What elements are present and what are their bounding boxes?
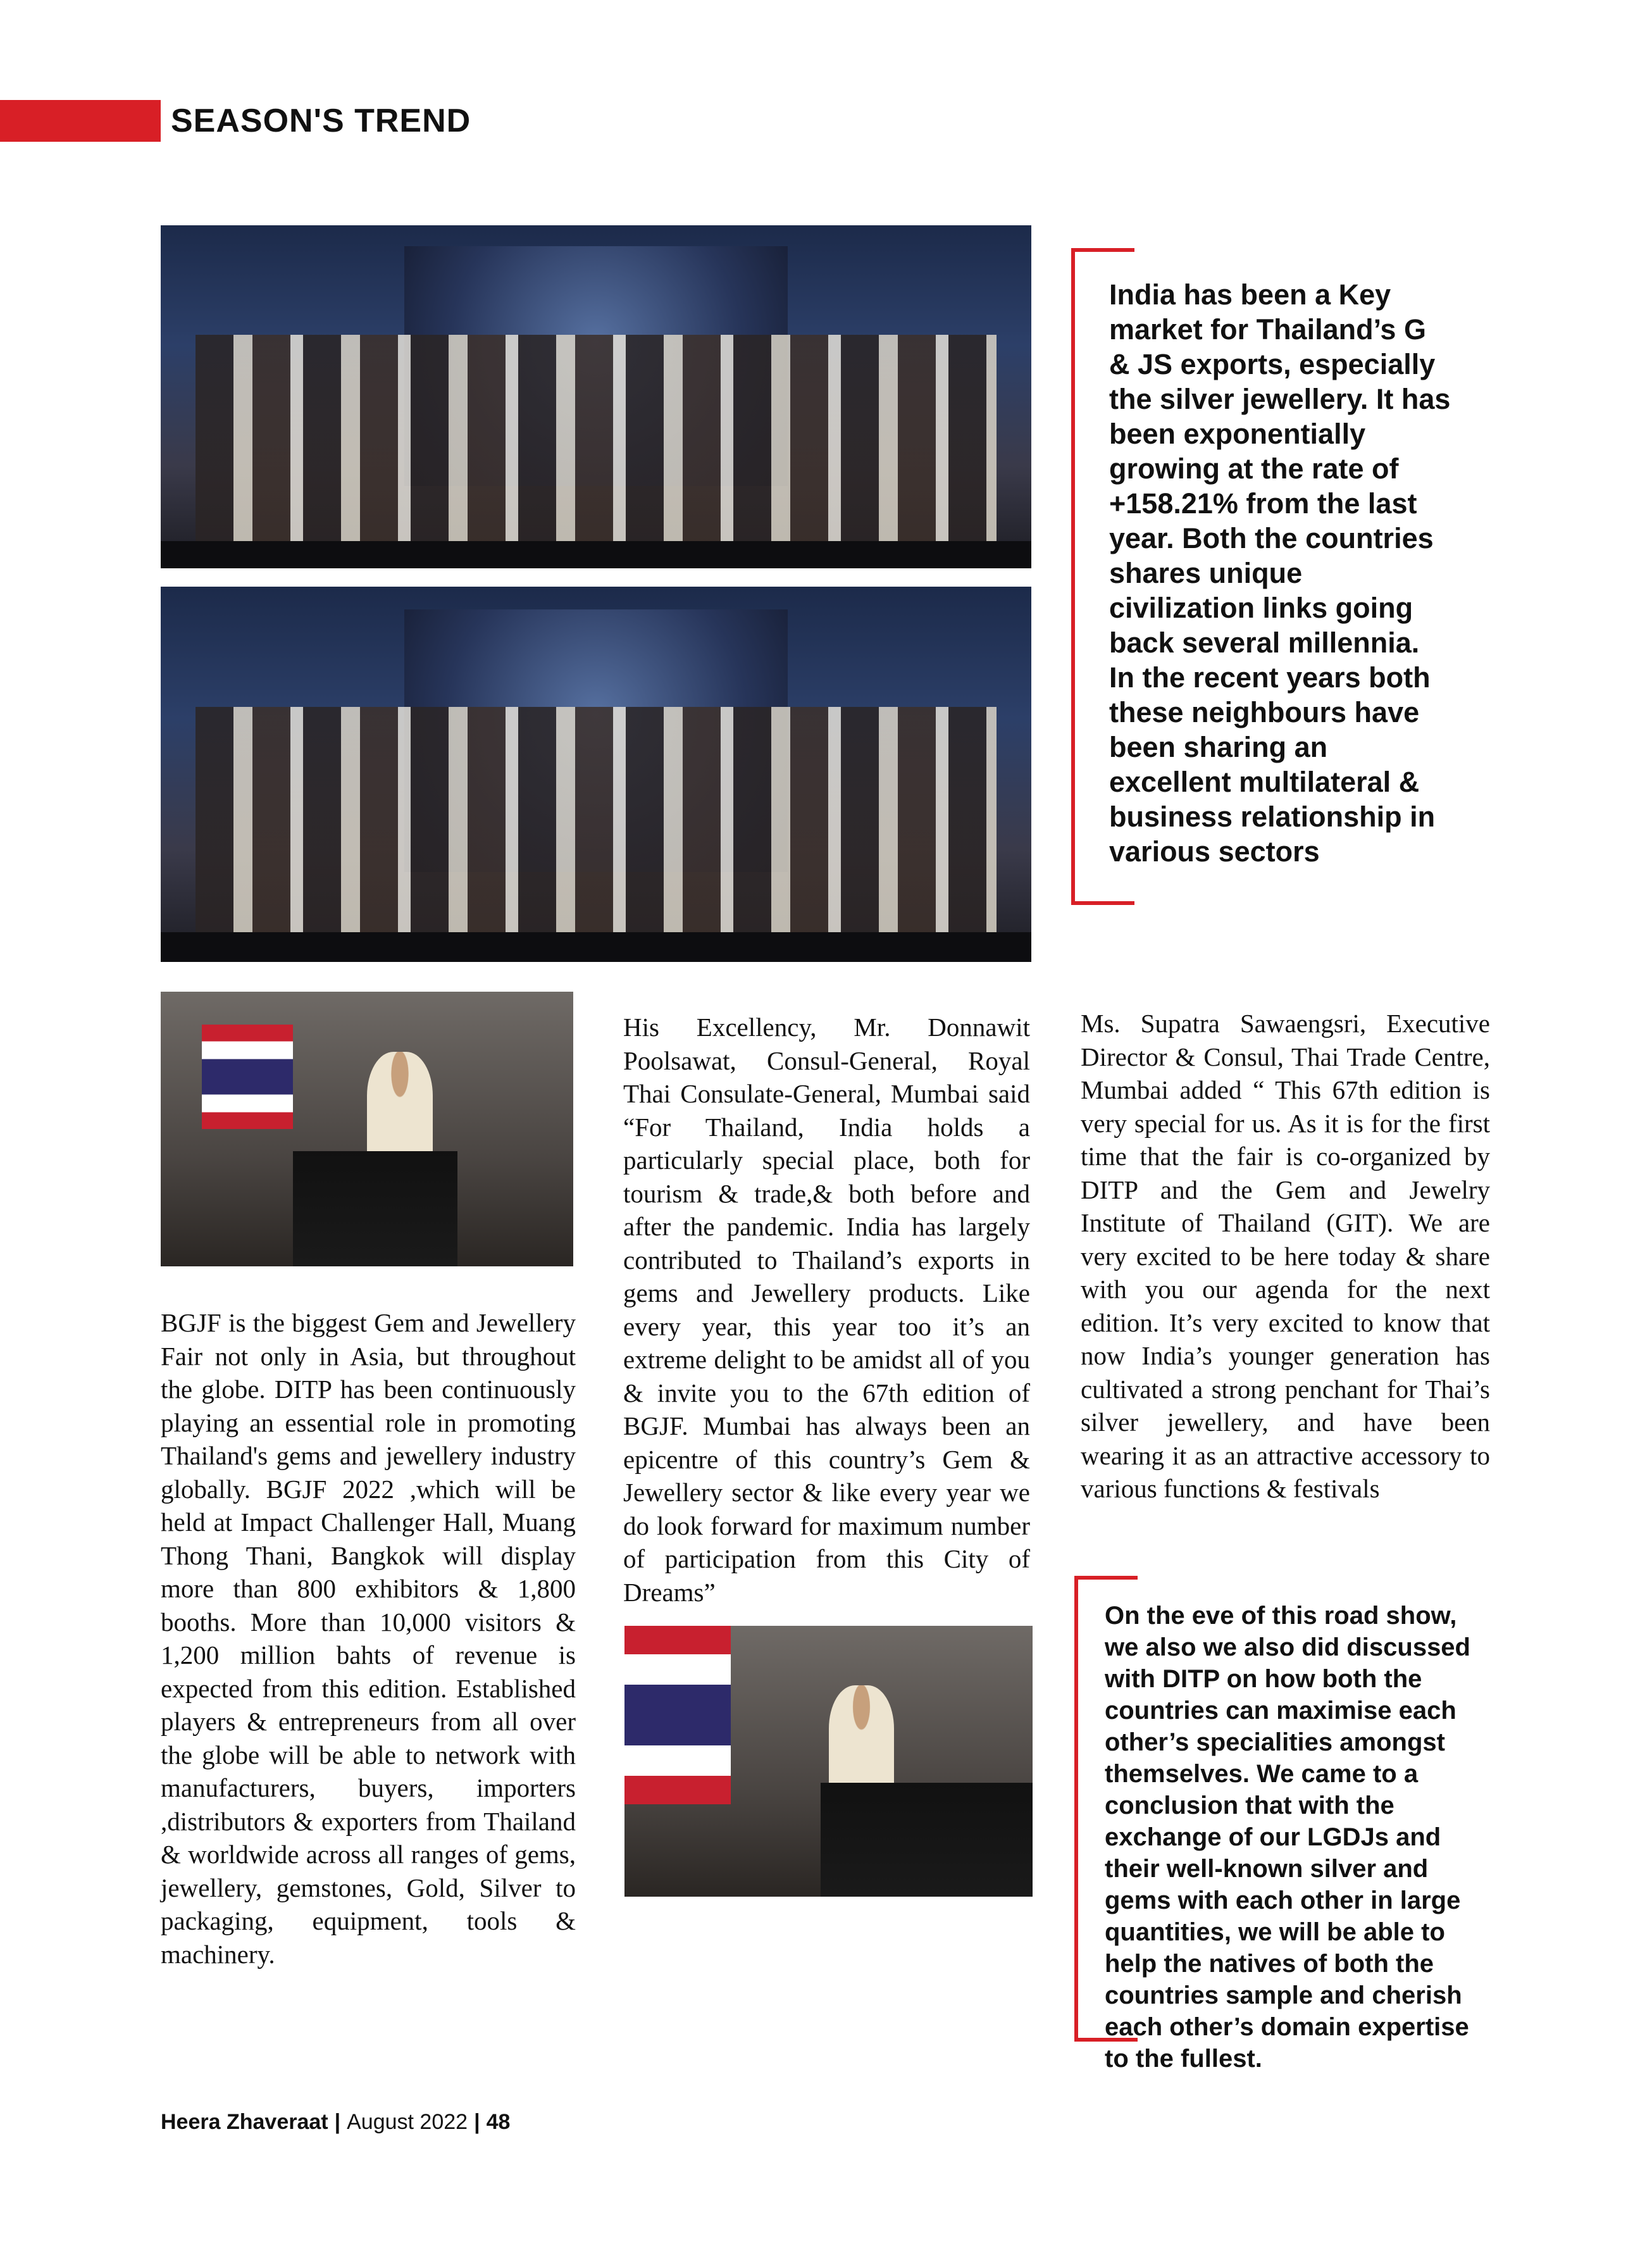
lectern: [821, 1783, 1033, 1897]
footer-separator: |: [474, 2110, 480, 2134]
pull-quote-bottom-cap: [1071, 901, 1134, 905]
people-group: [196, 707, 997, 940]
footer-separator: |: [334, 2110, 341, 2134]
speaker-photo-2: [624, 1626, 1033, 1897]
stage-floor: [161, 541, 1031, 568]
page-number: 48: [486, 2110, 511, 2134]
pull-quote-1: [1071, 248, 1455, 905]
body-column-1-text: BGJF is the biggest Gem and Jewellery Fair not only in Asia, but throughout the globe. DITP has been continuously playing an essential role in promoting Thailand's gems and jewellery industry globally. BGJF 2022 ,which will be held at Impact Challenger Hall, Muang Thong Thani, Bangkok will display more than 800 exhibitors & 1,800 booths. More than 10,000 visitors & 1,200 million bahts of revenue is expected from this edition. Established players & entrepreneurs from all over the globe will be able to network with manufacturers, buyers, importers ,distributors & exporters from Thailand & worldwide across all ranges of gems, jewellery, gemstones, Gold, Silver to packaging, equipment, tools & machinery.: [161, 1308, 576, 1969]
stage-floor: [161, 932, 1031, 962]
publication-name: Heera Zhaveraat: [161, 2110, 328, 2134]
issue-date: August 2022: [347, 2110, 468, 2134]
pull-quote-2: [1074, 1576, 1496, 2073]
section-marker-bar: [0, 100, 161, 142]
page-footer: [161, 2110, 510, 2135]
body-column-2-text: His Excellency, Mr. Donnawit Poolsawat, Consul-General, Royal Thai Consulate-General, Mumbai said “For Thailand, India holds a particularly special place, both for tourism & trade,& both before and after the pandemic. India has largely contributed to Thailand’s exports in gems and Jewellery products. Like every year, this year too it’s an extreme delight to be amidst all of you & invite you to the 67th edition of BGJF. Mumbai has always been an epicentre of this country’s Gem & Jewellery sector & like every year we do look forward for maximum number of participation from this City of Dreams”: [623, 1013, 1030, 1607]
body-column-3: [1081, 1007, 1490, 1506]
section-title: SEASON'S TREND: [171, 103, 471, 139]
speaker-figure: [829, 1685, 894, 1794]
body-column-3-text: Ms. Supatra Sawaengsri, Executive Director & Consul, Thai Trade Centre, Mumbai added “ This 67th edition is very special for us. As it is for the first time that the fair is co-organized by DITP and the Gem and Jewelry Institute of Thailand (GIT). We are very excited to be here today & share with you our agenda for the next edition. It’s very excited to know that now India’s younger generation has cultivated a strong penchant for Thai’s silver jewellery, and have been wearing it as an attractive accessory to various functions & festivals: [1081, 1009, 1490, 1503]
body-column-1: [161, 1306, 576, 1971]
lectern: [293, 1151, 458, 1266]
pull-quote-1-text: India has been a Key market for Thailand’s G & JS exports, especially the silver jewellery. It has been exponentially growing at the rate of +158.21% from the last year. Both the countries shares unique civilization links going back several millennia. In the recent years both these neighbours have been sharing an excellent multilateral & business relationship in various sectors: [1109, 278, 1451, 868]
flag-image: [624, 1626, 731, 1804]
group-photo-2: [161, 587, 1031, 962]
pull-quote-top-cap: [1071, 248, 1134, 252]
people-group: [196, 335, 997, 547]
group-photo-1: [161, 225, 1031, 568]
body-column-2: [623, 1011, 1030, 1609]
flag-image: [202, 1025, 292, 1129]
pull-quote-2-text: On the eve of this road show, we also we also did discussed with DITP on how both the countries can maximise each other’s specialities amongst themselves. We came to a conclusion that with the exchange of our LGDJs and their well-known silver and gems with each other in large quantities, we will be able to help the natives of both the countries sample and cherish each other’s domain expertise to the fullest.: [1105, 1602, 1470, 2073]
pull-quote-top-cap: [1074, 1576, 1138, 1580]
speaker-figure: [367, 1052, 433, 1162]
speaker-photo-1: [161, 992, 573, 1266]
